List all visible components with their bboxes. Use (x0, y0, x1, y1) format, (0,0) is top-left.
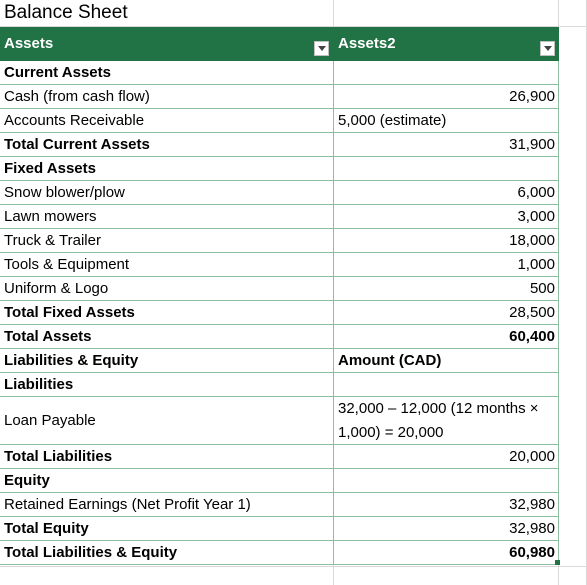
cell-label[interactable]: Liabilities & Equity (4, 352, 139, 369)
table-row (0, 157, 559, 181)
table-row (0, 277, 559, 301)
row-border (0, 564, 559, 565)
cell-note[interactable]: 32,000 – 12,000 (12 months × (338, 400, 539, 417)
cell-label[interactable]: Loan Payable (4, 412, 96, 429)
header-assets2[interactable]: Assets2 (338, 35, 396, 52)
cell-label[interactable]: Total Liabilities & Equity (4, 544, 178, 561)
table-row (0, 85, 559, 109)
table-row (0, 181, 559, 205)
filter-dropdown-button[interactable] (540, 41, 555, 56)
cell-label[interactable]: Cash (from cash flow) (4, 88, 150, 105)
cell-amount[interactable]: 500 (529, 280, 555, 297)
cell-label[interactable]: Total Assets (4, 328, 92, 345)
table-row (0, 349, 559, 373)
table-row (0, 301, 559, 325)
gridline (0, 566, 587, 567)
cell-amount[interactable]: 20,000 (509, 448, 555, 465)
cell-label[interactable]: Truck & Trailer (4, 232, 101, 249)
header-assets[interactable]: Assets (4, 35, 54, 52)
table-row (0, 397, 559, 445)
cell-amount[interactable]: 32,980 (509, 520, 555, 537)
cell-label[interactable]: Total Current Assets (4, 136, 150, 153)
table-row (0, 541, 559, 565)
table-row (0, 133, 559, 157)
cell-note[interactable]: 5,000 (estimate) (338, 112, 447, 129)
cell-note-continued[interactable]: 1,000) = 20,000 (338, 424, 444, 441)
table-row (0, 61, 559, 85)
cell-amount[interactable]: 18,000 (509, 232, 555, 249)
table-row (0, 325, 559, 349)
table-right-border (558, 61, 559, 565)
column-border (333, 61, 334, 565)
cell-label[interactable]: Fixed Assets (4, 160, 96, 177)
table-row (0, 109, 559, 133)
table-row (0, 517, 559, 541)
cell-label[interactable]: Accounts Receivable (4, 112, 145, 129)
cell-label[interactable]: Current Assets (4, 64, 111, 81)
table-header-row (0, 27, 559, 61)
cell-amount[interactable]: 32,980 (509, 496, 555, 513)
table-row (0, 205, 559, 229)
cell-label[interactable]: Total Liabilities (4, 448, 113, 465)
cell-amount[interactable]: 28,500 (509, 304, 555, 321)
sheet-title: Balance Sheet (4, 2, 128, 23)
chevron-down-icon (318, 46, 326, 51)
cell-amount[interactable]: 31,900 (509, 136, 555, 153)
cell-label[interactable]: Snow blower/plow (4, 184, 125, 201)
cell-amount[interactable]: 26,900 (509, 88, 555, 105)
table-row (0, 445, 559, 469)
cell-note[interactable]: Amount (CAD) (338, 352, 442, 369)
table-row (0, 493, 559, 517)
cell-label[interactable]: Total Equity (4, 520, 89, 537)
cell-amount[interactable]: 60,400 (509, 328, 555, 345)
table-row (0, 469, 559, 493)
table-row (0, 373, 559, 397)
cell-label[interactable]: Uniform & Logo (4, 280, 109, 297)
cell-amount[interactable]: 1,000 (517, 256, 555, 273)
cell-label[interactable]: Equity (4, 472, 50, 489)
cell-label[interactable]: Total Fixed Assets (4, 304, 135, 321)
chevron-down-icon (544, 46, 552, 51)
cell-label[interactable]: Liabilities (4, 376, 74, 393)
cell-label[interactable]: Retained Earnings (Net Profit Year 1) (4, 496, 251, 513)
table-resize-handle[interactable] (555, 560, 560, 565)
cell-amount[interactable]: 60,980 (509, 544, 555, 561)
table-row (0, 253, 559, 277)
filter-dropdown-button[interactable] (314, 41, 329, 56)
cell-label[interactable]: Tools & Equipment (4, 256, 130, 273)
table-row (0, 229, 559, 253)
cell-amount[interactable]: 3,000 (517, 208, 555, 225)
cell-amount[interactable]: 6,000 (517, 184, 555, 201)
cell-label[interactable]: Lawn mowers (4, 208, 97, 225)
